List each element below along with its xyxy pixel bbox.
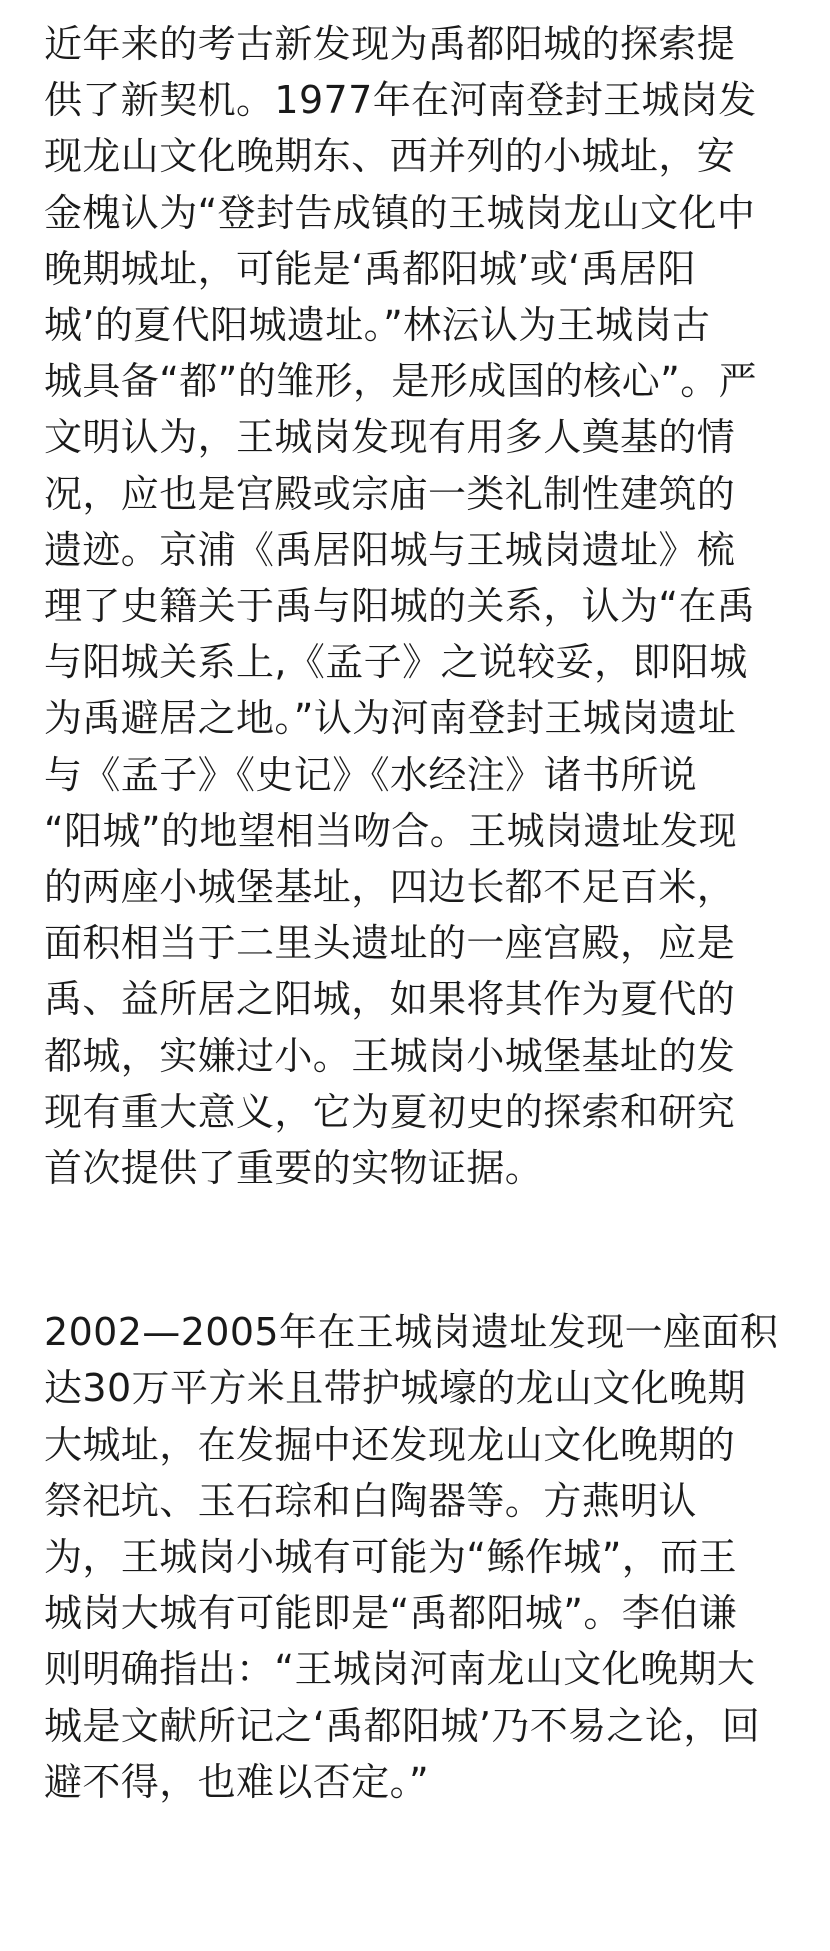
text-line: 为，王城岗小城有可能为“鲧作城”，而王 [44,1535,737,1580]
text-line: 都城，实嫌过小。王城岗小城堡基址的发 [44,1033,736,1078]
text-line: 近年来的考古新发现为禹都阳城的探索提 [44,22,736,66]
text-line: 金槐认为“登封告成镇的王城岗龙山文化中 [44,190,756,235]
article-body [44,16,804,1810]
text-line: 现龙山文化晚期东、西并列的小城址，安 [44,134,736,179]
text-line: 现有重大意义，它为夏初史的探索和研究 [44,1089,736,1134]
text-line: 城是文献所记之‘禹都阳城’乃不易之论，回 [44,1703,761,1748]
text-line: 祭祀坑、玉石琮和白陶器等。方燕明认 [44,1478,697,1523]
paragraph-1 [44,16,804,1196]
text-line: 的两座小城堡基址，四边长都不足百米， [44,865,736,910]
text-line: 与阳城关系上,《孟子》之说较妥，即阳城 [44,640,748,685]
text-line: 2002—2005年在王城岗遗址发现一座面积 [44,1310,779,1355]
text-line: “阳城”的地望相当吻合。王城岗遗址发现 [44,808,737,853]
text-line: 大城址，在发掘中还发现龙山文化晚期的 [44,1422,736,1467]
text-line: 理了史籍关于禹与阳城的关系，认为“在禹 [44,584,756,629]
text-line: 城岗大城有可能即是“禹都阳城”。李伯谦 [44,1591,737,1636]
text-line: 与《孟子》《史记》《水经注》诸书所说 [44,752,698,797]
text-line: 达30万平方米且带护城壕的龙山文化晚期 [44,1366,746,1411]
text-line: 城具备“都”的雏形，是形成国的核心”。严 [44,359,758,404]
text-line: 况，应也是宫殿或宗庙一类礼制性建筑的 [44,471,736,516]
text-line: 城’的夏代阳城遗址。”林沄认为王城岗古 [44,303,711,348]
text-line: 晚期城址，可能是‘禹都阳城’或‘禹居阳 [44,246,696,291]
text-line: 则明确指出：“王城岗河南龙山文化晚期大 [44,1647,756,1692]
text-line: 首次提供了重要的实物证据。 [44,1146,544,1191]
text-line: 遗迹。京浦《禹居阳城与王城岗遗址》梳 [44,527,736,572]
text-line: 文明认为，王城岗发现有用多人奠基的情 [44,415,736,460]
paragraph-spacer [44,1196,804,1304]
text-line: 为禹避居之地。”认为河南登封王城岗遗址 [44,696,737,741]
text-line: 面积相当于二里头遗址的一座宫殿，应是 [44,921,736,966]
text-line: 避不得，也难以否定。” [44,1759,430,1804]
text-line: 供了新契机。1977年在河南登封王城岗发 [44,78,757,123]
text-line: 禹、益所居之阳城，如果将其作为夏代的 [44,977,736,1022]
paragraph-2 [44,1304,804,1810]
